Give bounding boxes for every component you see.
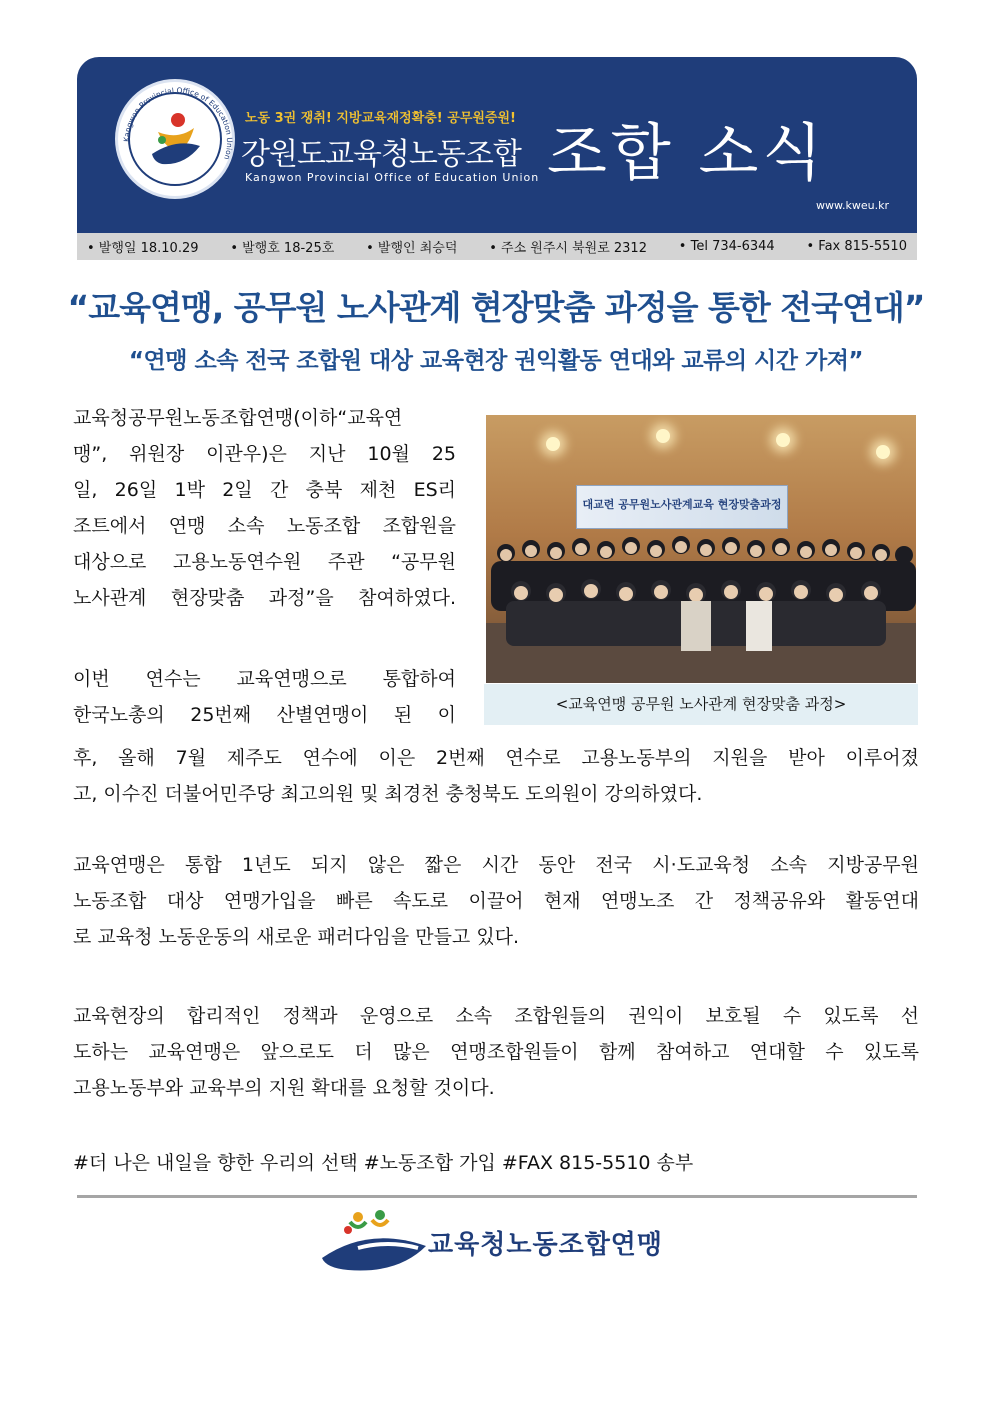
union-seal-logo — [115, 79, 235, 199]
union-slogan: 노동 3권 쟁취! 지방교육재정확충! 공무원증원! — [245, 111, 516, 126]
article-paragraph-3 — [73, 847, 919, 955]
article-headline: “교육연맹, 공무원 노사관계 현장맞춤 과정을 통한 전국연대” — [67, 288, 925, 327]
paragraph-line: 도하는 교육연맹은 앞으로도 더 많은 연맹조합원들이 함께 참여하고 연대할 수 있도록 — [73, 1041, 919, 1063]
paragraph-line: 로 교육청 노동운동의 새로운 패러다임을 만들고 있다. — [73, 926, 520, 948]
paragraph-line: 고용노동부와 교육부의 지원 확대를 요청할 것이다. — [73, 1077, 495, 1099]
publication-info-bar — [77, 233, 917, 260]
paragraph-line: 고, 이수진 더불어민주당 최고의원 및 최경천 충청북도 도의원이 강의하였다. — [73, 783, 703, 805]
federation-logo-icon — [318, 1208, 428, 1278]
hashtags: #더 나은 내일을 향한 우리의 선택 #노동조합 가입 #FAX 815-5510 송부 — [73, 1152, 694, 1174]
ceiling-light-icon — [656, 429, 670, 443]
paragraph-line: 노사관계 현장맞춤 과정”을 참여하였다. — [73, 587, 456, 609]
paragraph-line: 노동조합 대상 연맹가입을 빠른 속도로 이끌어 현재 연맹노조 간 정책공유와 활동연대 — [73, 890, 919, 912]
header-banner — [77, 57, 917, 233]
group-photo — [486, 415, 916, 683]
newsletter-title: 조합 소식 — [547, 116, 827, 189]
publisher: • 발행인 최승덕 — [366, 241, 458, 256]
paragraph-line: 일, 26일 1박 2일 간 충북 제천 ES리 — [73, 479, 456, 501]
article-paragraph-2-wide — [73, 740, 919, 812]
article-paragraph-4 — [73, 998, 919, 1106]
paragraph-line: 대상으로 고용노동연수원 주관 “공무원 — [73, 551, 456, 573]
paragraph-line: 교육연맹은 통합 1년도 되지 않은 짧은 시간 동안 전국 시·도교육청 소속 지방공무원 — [73, 854, 919, 876]
paragraph-line: 이번 연수는 교육연맹으로 통합하여 — [73, 668, 456, 690]
svg-text:Kangwon Provincial Office of E: Kangwon Provincial Office of Education Union — [121, 85, 235, 161]
photo-event-banner-text: 대교련 공무원노사관계교육 현장맞춤과정 — [582, 498, 782, 511]
union-name-en: Kangwon Provincial Office of Education Union — [245, 171, 540, 184]
address: • 주소 원주시 북원로 2312 — [489, 241, 647, 256]
article-paragraph-2-narrow — [73, 661, 456, 733]
ceiling-light-icon — [776, 433, 790, 447]
website-url[interactable]: www.kweu.kr — [816, 199, 889, 212]
federation-name: 교육청노동조합연맹 — [428, 1230, 664, 1260]
ceiling-light-icon — [546, 437, 560, 451]
union-name: 강원도교육청노동조합 — [241, 137, 521, 172]
paragraph-line: 한국노총의 25번째 산별연맹이 된 이 — [73, 704, 456, 726]
paragraph-line: 맹”, 위원장 이관우)은 지난 10월 25 — [73, 443, 456, 465]
ceiling-light-icon — [876, 445, 890, 459]
telephone: • Tel 734-6344 — [678, 239, 775, 254]
paragraph-line: 교육현장의 합리적인 정책과 운영으로 소속 조합원들의 권익이 보호될 수 있도록 선 — [73, 1005, 919, 1027]
article-subheadline: “연맹 소속 전국 조합원 대상 교육현장 권익활동 연대와 교류의 시간 가져” — [128, 348, 864, 374]
article-paragraph-1 — [73, 400, 456, 616]
paragraph-line: 교육청공무원노동조합연맹(이하“교육연 — [73, 407, 403, 429]
paragraph-line: 조트에서 연맹 소속 노동조합 조합원을 — [73, 515, 456, 537]
paragraph-line: 후, 올해 7월 제주도 연수에 이은 2번째 연수로 고용노동부의 지원을 받아 이루어졌 — [73, 747, 919, 769]
footer-divider — [77, 1195, 917, 1198]
issue-date: • 발행일 18.10.29 — [87, 241, 199, 256]
fax: • Fax 815-5510 — [806, 239, 907, 254]
issue-number: • 발행호 18-25호 — [230, 241, 335, 256]
seal-figure-icon — [148, 110, 204, 170]
photo-caption: <교육연맹 공무원 노사관계 현장맞춤 과정> — [484, 684, 918, 725]
crowd-illustration-icon — [486, 513, 916, 683]
